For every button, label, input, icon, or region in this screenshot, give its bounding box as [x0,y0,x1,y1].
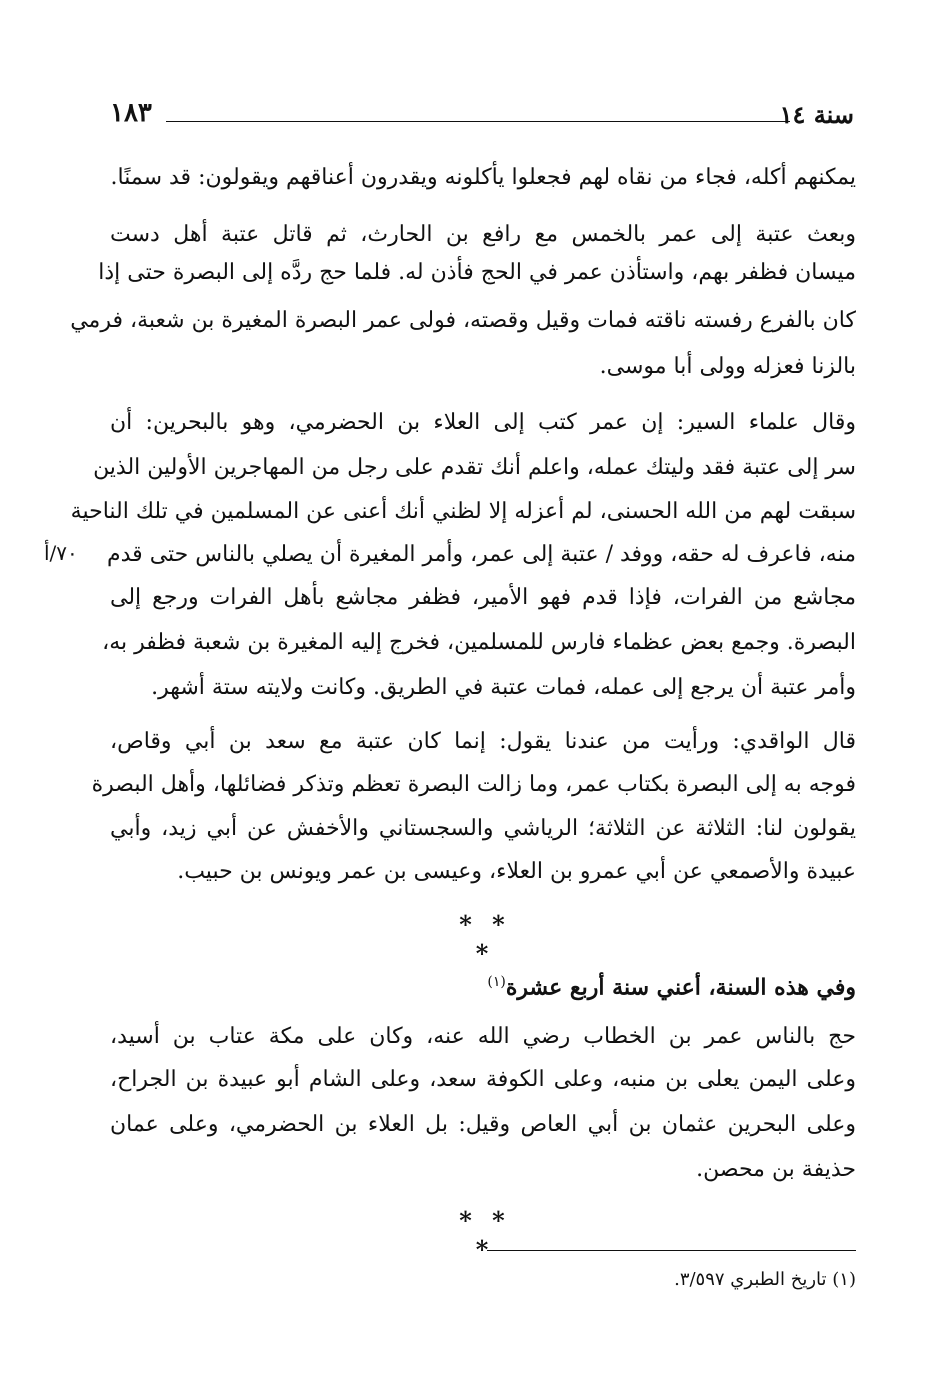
separator-stars: * * * [459,910,511,968]
text-line: وأمر عتبة أن يرجع إلى عمله، فمات عتبة في الطريق. وكانت ولايته ستة أشهر. [151,675,856,700]
text-line: مجاشع من الفرات، فإذا قدم فهو الأمير، فظفر مجاشع بأهل الفرات ورجع إلى [110,585,856,610]
section-heading-text: وفي هذه السنة، أعني سنة أربع عشرة [505,974,856,1001]
footnote-marker: (١) [487,974,506,990]
text-line: وقال علماء السير: إن عمر كتب إلى العلاء بن الحضرمي، وهو بالبحرين: أن [110,410,856,435]
text-line: فوجه به إلى البصرة بكتاب عمر، وما زالت البصرة تعظم وتذكر فضائلها، وأهل البصرة [91,772,856,797]
text-line: سر إلى عتبة فقد وليتك عمله، واعلم أنك تقدم على رجل من المهاجرين الأولين الذين [93,455,856,480]
separator-stars: * * * [459,1206,511,1264]
text-line: يمكنهم أكله، فجاء من نقاه لهم فجعلوا يأكلونه ويقدرون أعناقهم ويقولون: قد سمنًا. [110,165,856,190]
text-line: وبعث عتبة إلى عمر بالخمس مع رافع بن الحارث، ثم قاتل عتبة أهل دست [110,222,856,247]
page-number: ١٨٣ [110,98,152,128]
text-line: وعلى اليمن يعلى بن منبه، وعلى الكوفة سعد، وعلى الشام أبو عبيدة بن الجراح، [110,1067,856,1092]
running-title: سنة ١٤ [779,100,854,129]
text-line: كان بالفرع رفسته ناقته فمات وقيل وقصته، فولى عمر البصرة المغيرة بن شعبة، فرمي [70,308,856,333]
text-line: عبيدة والأصمعي عن أبي عمرو بن العلاء، وعيسى بن عمر ويونس بن حبيب. [177,859,856,884]
section-heading [300,967,856,1002]
text-line: ميسان فظفر بهم، واستأذن عمر في الحج فأذن له. فلما حج ردَّه إلى البصرة حتى إذا [98,260,856,285]
text-line: وعلى البحرين عثمان بن أبي العاص وقيل: بل العلاء بن الحضرمي، وعلى عمان [110,1112,856,1137]
page-header [110,98,854,138]
text-line: حذيفة بن محصن. [696,1157,856,1182]
header-rule [166,121,790,122]
text-line: يقولون لنا: الثلاثة عن الثلاثة؛ الرياشي والسجستاني والأخفش عن أبي زيد، وأبي [110,816,856,841]
text-line: حج بالناس عمر بن الخطاب رضي الله عنه، وكان على مكة عتاب بن أسيد، [110,1024,856,1049]
text-line: منه، فاعرف له حقه، ووفد / عتبة إلى عمر، وأمر المغيرة أن يصلي بالناس حتى قدم [107,542,856,567]
footnote-rule [487,1250,856,1251]
text-line: بالزنا فعزله وولى أبا موسى. [599,354,856,379]
text-line: سبقت لهم من الله الحسنى، لم أعزله إلا لظني أنك أعنى عن المسلمين في تلك الناحية [70,499,856,524]
text-line: البصرة. وجمع بعض عظماء فارس للمسلمين، فخرج إليه المغيرة بن شعبة فظفر به، [102,630,856,655]
margin-folio-note: ٧٠/أ [44,541,78,565]
text-line: قال الواقدي: ورأيت من عندنا يقول: إنما كان عتبة مع سعد بن أبي وقاص، [110,729,856,754]
footnote: (١) تاريخ الطبري ٣/٥٩٧. [674,1269,856,1290]
